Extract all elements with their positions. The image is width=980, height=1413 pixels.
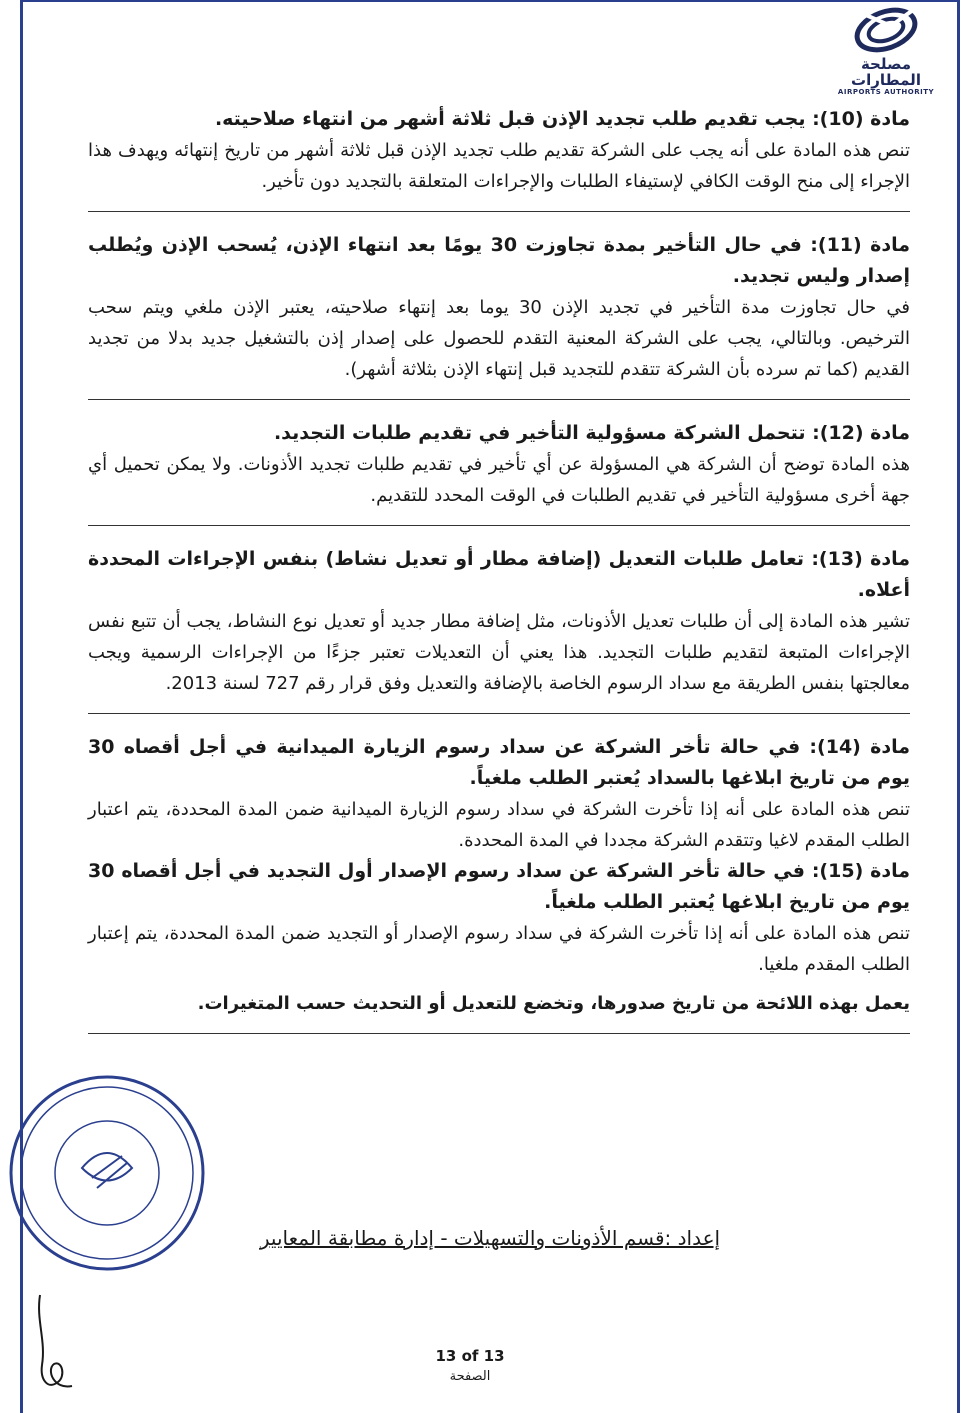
article-body: هذه المادة توضح أن الشركة هي المسؤولة عن أي تأخير في تقديم طلبات تجديد الأذونات. ولا يمكن تحميل أي جهة أخرى مسؤولية التأخير في تقديم الطلبات في الوقت المحدد للتقديم. bbox=[88, 454, 910, 506]
page-border-top bbox=[20, 0, 960, 2]
document-body bbox=[88, 104, 910, 1052]
article-11 bbox=[88, 230, 910, 385]
airports-authority-logo bbox=[826, 4, 946, 94]
divider bbox=[88, 713, 910, 714]
closing-statement: يعمل بهذه اللائحة من تاريخ صدورها، وتخضع للتعديل أو التحديث حسب المتغيرات. bbox=[197, 993, 910, 1014]
article-14 bbox=[88, 732, 910, 856]
article-heading: مادة (10): يجب تقديم طلب تجديد الإذن قبل ثلاثة أشهر من انتهاء صلاحيته. bbox=[214, 108, 910, 130]
logo-english-text: AIRPORTS AUTHORITY bbox=[837, 88, 935, 96]
article-12 bbox=[88, 418, 910, 511]
page-footer bbox=[390, 1346, 550, 1388]
logo-arabic-text: مصلحة المطارات bbox=[851, 55, 921, 89]
page-number: 13 of 13 bbox=[435, 1347, 505, 1365]
article-body: تنص هذه المادة على أنه إذا تأخرت الشركة في سداد رسوم الإصدار أو التجديد ضمن المدة المحددة، يتم إعتبار الطلب المقدم ملغيا. bbox=[88, 923, 910, 975]
divider bbox=[88, 211, 910, 212]
divider bbox=[88, 399, 910, 400]
article-body: تنص هذه المادة على أنه يجب على الشركة تقديم طلب تجديد الإذن قبل ثلاثة أشهر من تاريخ إنتهائه ويهدف هذا الإجراء إلى منح الوقت الكافي لإستيفاء الطلبات والإجراءات المتعلقة بالتجديد دون تأخير. bbox=[88, 140, 910, 192]
article-body: في حال تجاوزت مدة التأخير في تجديد الإذن 30 يوما بعد إنتهاء صلاحيته، يعتبر الإذن ملغي ويتم سحب الترخيص. وبالتالي، يجب على الشركة المعنية التقدم للحصول على إصدار إذن بالتشغيل جديد بدلا من تجديد القديم (كما تم سرده بأن الشركة تتقدم للتجديد قبل إنتهاء الإذن بثلاثة أشهر). bbox=[88, 297, 910, 380]
article-heading: مادة (15): في حالة تأخر الشركة عن سداد رسوم الإصدار أول التجديد في أجل أقصاه 30 يوم من تاريخ ابلاغها يُعتبر الطلب ملغياً. bbox=[88, 860, 910, 913]
article-10 bbox=[88, 104, 910, 197]
article-heading: مادة (11): في حال التأخير بمدة تجاوزت 30 يومًا بعد انتهاء الإذن، يُسحب الإذن ويُطلب إصدار وليس تجديد. bbox=[88, 234, 910, 287]
article-heading: مادة (12): تتحمل الشركة مسؤولية التأخير في تقديم طلبات التجديد. bbox=[273, 422, 910, 444]
page-label: الصفحة bbox=[449, 1369, 491, 1384]
airports-authority-logo-icon bbox=[851, 4, 921, 56]
divider bbox=[88, 525, 910, 526]
handwritten-signature bbox=[28, 1290, 88, 1400]
divider bbox=[88, 1033, 910, 1034]
article-15 bbox=[88, 856, 910, 980]
article-heading: مادة (13): تعامل طلبات التعديل (إضافة مطار أو تعديل نشاط) بنفس الإجراءات المحددة أعلاه. bbox=[88, 548, 910, 601]
article-13 bbox=[88, 544, 910, 699]
article-body: تشير هذه المادة إلى أن طلبات تعديل الأذونات، مثل إضافة مطار جديد أو تعديل نوع النشاط، يجب أن تتبع نفس الإجراءات المتبعة لتقديم طلبات التجديد. هذا يعني أن التعديلات تعتبر جزءًا من الإجراءات الرسمية ويجب معالجتها بنفس الطريقة مع سداد الرسوم الخاصة بالإضافة والتعديل وفق قرار رقم 727 لسنة 2013. bbox=[88, 611, 910, 694]
prepared-by-text: إعداد :قسم الأذونات والتسهيلات - إدارة مطابقة المعايير bbox=[259, 1226, 721, 1250]
prepared-by bbox=[250, 1222, 730, 1254]
page-border-right bbox=[957, 0, 960, 1413]
article-body: تنص هذه المادة على أنه إذا تأخرت الشركة في سداد رسوم الزيارة الميدانية ضمن المدة المحددة، يتم اعتبار الطلب المقدم لاغيا وتتقدم الشركة مجددا في المدة المحددة. bbox=[88, 799, 910, 851]
official-stamp bbox=[2, 1068, 212, 1278]
article-heading: مادة (14): في حالة تأخر الشركة عن سداد رسوم الزيارة الميدانية في أجل أقصاه 30 يوم من تاريخ ابلاغها بالسداد يُعتبر الطلب ملغياً. bbox=[88, 736, 910, 789]
